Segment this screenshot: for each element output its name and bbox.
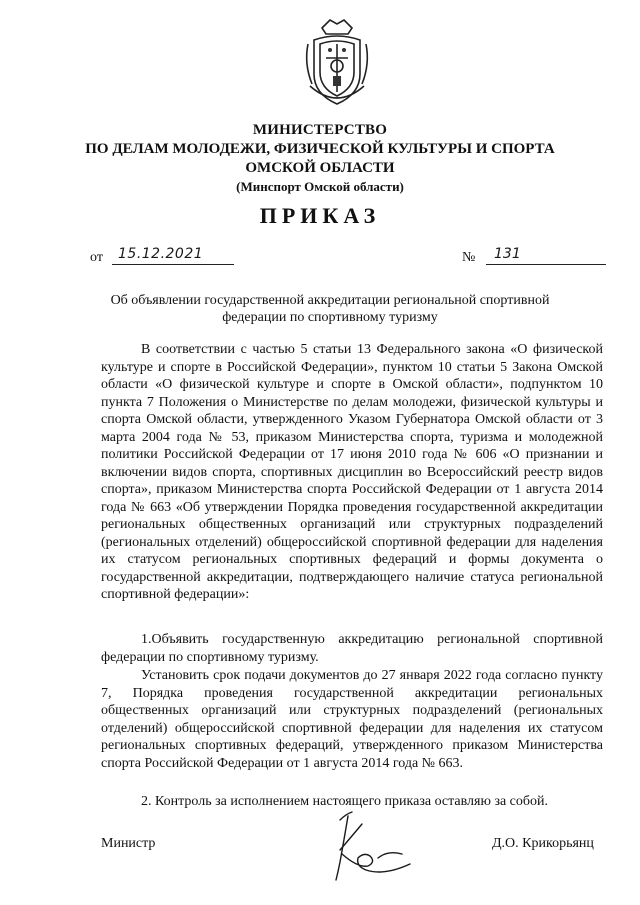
number-prefix: № (462, 250, 476, 265)
signatory-title: Министр (101, 836, 156, 851)
ministry-title-line-3: ОМСКОЙ ОБЛАСТИ (245, 160, 395, 176)
preamble-paragraph: В соответствии с частью 5 статьи 13 Федерального закона «О физической культуре и спорте в Российской Федерации», пунктом 10 статьи 5 Закона Омской области «О физической культуре и спорте в Омской области», подпунктом 10 пункта 7 Положения о Министерстве по делам молодежи, физической культуры и спорта Омской области, утвержденного Указом Губернатора Омской области от 3 марта 2004 года № 53, приказом Министерства спорта, туризма и молодежной политики Российской Федерации от 17 июня 2010 года № 606 «О признании и включении видов спорта, спортивных дисциплин во Всероссийский реестр видов спорта», приказом Министерства спорта Российской Федерации от 1 августа 2014 года № 663 «Об утверждении Порядка проведения государственной аккредитации региональных общественных организаций или структурных подразделений (региональных отделений) общероссийской спортивной федерации для наделения их статусом региональных спортивных федераций и формы документа о государственной аккредитации, подтверждающего наличие статуса региональной спортивной федерации»: (101, 342, 603, 602)
ministry-title-line-2: ПО ДЕЛАМ МОЛОДЕЖИ, ФИЗИЧЕСКОЙ КУЛЬТУРЫ И СПОРТА (85, 141, 555, 157)
order-number: 131 (494, 246, 521, 262)
deadline-paragraph: Установить срок подачи документов до 27 января 2022 года согласно пункту 7, Порядка проведения государственной аккредитации региональных общественных организаций или структурных подразделений (региональных отделений) общероссийской спортивной федерации для наделения их статусом региональных спортивных федераций, утвержденного приказом Министерства спорта Российской Федерации от 1 августа 2014 года № 663. (101, 668, 603, 771)
ministry-title-line-1: МИНИСТЕРСТВО (252, 122, 388, 138)
order-subject: Об объявлении государственной аккредитации региональной спортивной федерации по спортивному туризму (110, 293, 550, 325)
date-underline (112, 264, 234, 265)
date-value: 15.12.2021 (118, 246, 204, 262)
clause-2-paragraph: 2. Контроль за исполнением настоящего приказа оставляю за собой. (141, 794, 549, 809)
signatory-name: Д.О. Крикорьянц (492, 836, 594, 851)
number-underline (486, 264, 606, 265)
handwritten-signature-icon (318, 806, 428, 886)
ministry-short-name: (Минспорт Омской области) (236, 179, 404, 194)
omsk-region-coat-of-arms-icon (300, 14, 374, 110)
date-prefix: от (90, 250, 103, 265)
document-title: ПРИКАЗ (259, 203, 381, 228)
clause-1-paragraph: 1.Объявить государственную аккредитацию региональной спортивной федерации по спортивному туризму. (101, 632, 603, 665)
